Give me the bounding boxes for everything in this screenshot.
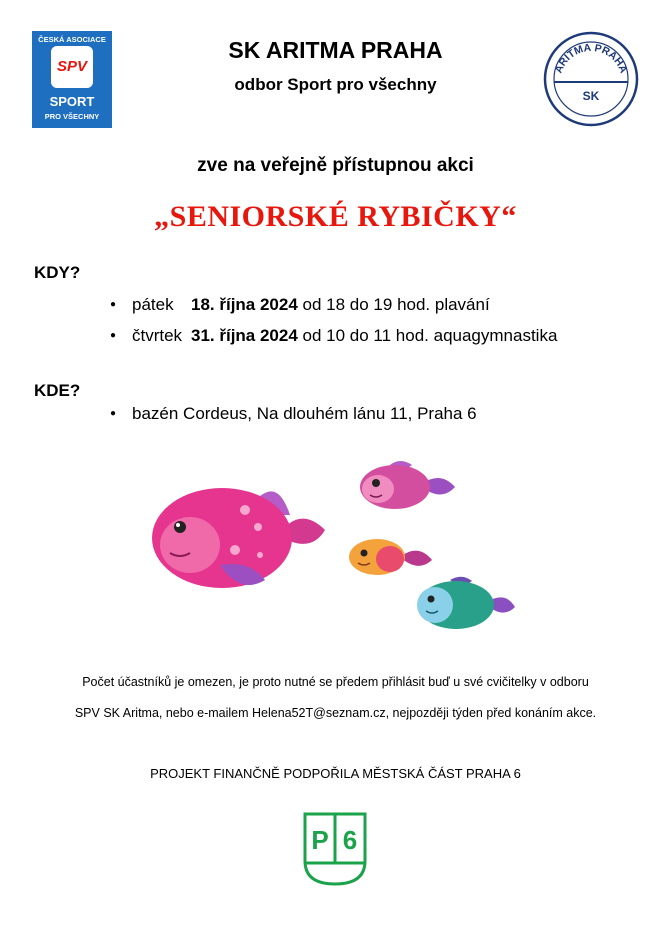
club-subtitle: odbor Sport pro všechny [234, 75, 437, 94]
spv-logo-top-text: ČESKÁ ASOCIACE [38, 35, 106, 44]
when-item [110, 289, 557, 320]
teal-fish [417, 577, 515, 629]
note-line-2: SPV SK Aritma, nebo e-mailem Helena52T@seznam.cz, nejpozději týden před konáním akce. [74, 706, 597, 720]
praha6-logo [302, 811, 368, 887]
big-pink-fish [152, 488, 325, 588]
when-details: od 18 do 19 hod. plavání [297, 295, 490, 314]
when-day: čtvrtek [132, 326, 183, 345]
event-name: „SENIORSKÉ RYBIČKY“ [154, 200, 517, 233]
where-list [110, 398, 477, 429]
where-heading: KDE? [34, 381, 81, 400]
praha6-logo-p: P [311, 825, 329, 855]
praha6-logo-6: 6 [342, 825, 358, 855]
spv-logo-mark: SPV [56, 58, 87, 75]
aritma-logo-center-text: SK [582, 89, 600, 103]
when-heading: KDY? [34, 263, 81, 282]
spv-logo-bottom-text: PRO VŠECHNY [44, 112, 100, 121]
spv-logo-sport-text: SPORT [49, 94, 95, 109]
project-funding-text: PROJEKT FINANČNĚ PODPOŘILA MĚSTSKÁ ČÁST PRAHA 6 [150, 766, 521, 781]
note-line-1: Počet účastníků je omezen, je proto nutné se předem přihlásit buď u své cvičitelky v odboru [82, 675, 589, 689]
fish-illustration [150, 455, 520, 645]
when-date: 18. října 2024 [191, 295, 298, 314]
when-list [110, 289, 557, 351]
aritma-logo [542, 30, 640, 128]
when-details: od 10 do 11 hod. aquagymnastika [297, 326, 558, 345]
club-title: SK ARITMA PRAHA [228, 37, 443, 63]
magenta-fish [360, 461, 455, 509]
invite-line: zve na veřejně přístupnou akci [197, 155, 474, 176]
aritma-logo-arc-path: ARITMA PRAHA [552, 41, 630, 75]
when-day: pátek [132, 295, 174, 314]
where-item: ● bazén Cordeus, Na dlouhém lánu 11, Praha 6 [110, 398, 477, 429]
orange-fish [349, 539, 432, 575]
when-item [110, 320, 557, 351]
when-date: 31. října 2024 [191, 326, 298, 345]
